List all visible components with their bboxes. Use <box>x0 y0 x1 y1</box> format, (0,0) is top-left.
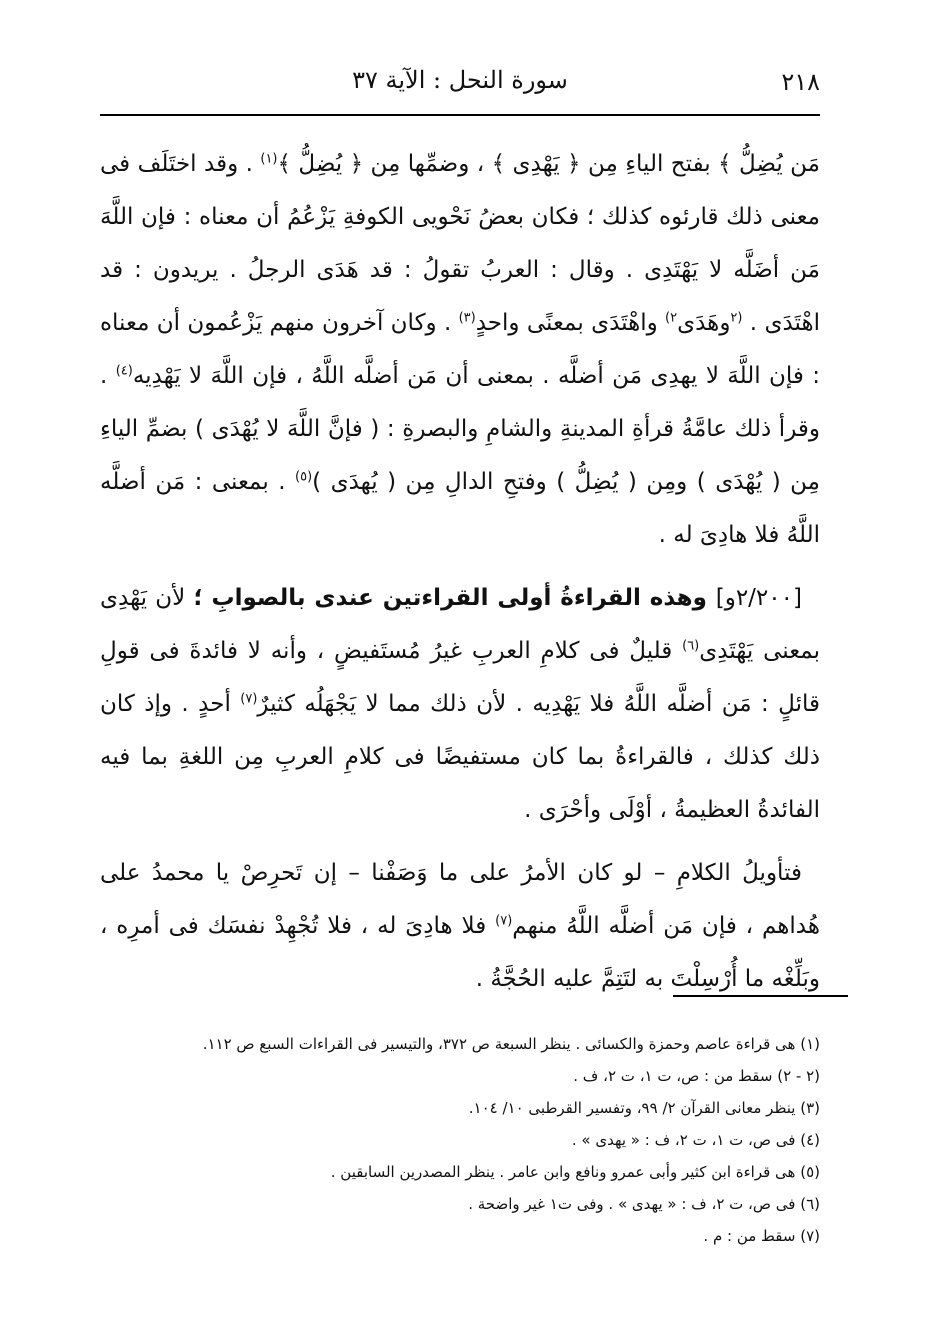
paragraph-3 <box>100 847 820 1006</box>
footnote-item: (٦) فى ص، ت ٢، ف : « يهدى » . وفى ت١ غير واضحة . <box>468 1195 820 1213</box>
footnote-item: (٧) سقط من : م . <box>703 1227 820 1245</box>
footnote-marker: (٢ <box>730 310 743 326</box>
text-span: لأن يَهْدِى بمعنى يَهْتَدِى <box>100 585 821 664</box>
footnote-marker: (٧) <box>240 691 258 707</box>
text-span: مَن يُضِلُّ ﴾ بفتح الياءِ مِن ﴿ يَهْدِى ﴾ ، وضمِّها مِن ﴿ يُضِلُّ ﴾ <box>277 151 820 177</box>
page-number: ٢١٨ <box>781 68 820 96</box>
footnote-item: (٥) هى قراءة ابن كثير وأبى عمرو ونافع وابن عامر . ينظر المصدرين السابقين . <box>330 1163 820 1181</box>
text-span: قليلٌ فى كلامِ العربِ غيرُ مُستَفيضٍ ، وأنه لا فائدةَ فى قولِ قائلٍ : مَن أضلَّه اللَّهُ فلا يَهْدِيه . لأن ذلك مما لا يَجْهَلُه كثيرٌ <box>100 638 820 717</box>
footnote-marker: ٢) <box>665 310 678 326</box>
footnote-marker: (٤) <box>115 363 133 379</box>
footnote-item: (١) هى قراءة عاصم وحمزة والكسائى . ينظر السبعة ص ٣٧٢، والتيسير فى القراءات السبع ص ١١٢. <box>202 1035 820 1053</box>
text-span: وهَدَى <box>677 310 731 336</box>
footnote-item: (٣) ينظر معانى القرآن ٢/ ٩٩، وتفسير القرطبى ١٠/ ١٠٤. <box>468 1099 820 1117</box>
header-rule <box>100 114 820 116</box>
footnote-marker: (٥) <box>295 469 313 485</box>
footnote-item: (٤) فى ص، ت ١، ت ٢، ف : « يهدى » . <box>571 1131 820 1149</box>
text-span: فلا هادِىَ له ، فلا تُجْهِدْ نفسَك فى أمرِه ، وبَلِّغْه ما أُرْسِلْتَ به لتَتِمَّ عليه الحُجَّةُ . <box>100 913 820 992</box>
text-span: . بمعنى : مَن أضلَّه اللَّهُ فلا هادِىَ له . <box>100 469 820 548</box>
text-span: أحدٍ . وإذ كان ذلك كذلك ، فالقراءةُ بما كان مستفيضًا فى كلامِ العربِ مِن اللغةِ بما فيه الفائدةُ العظيمةُ ، أوْلَى وأحْرَى . <box>100 691 820 823</box>
footnote-rule <box>673 995 848 997</box>
paragraph-1 <box>100 138 820 562</box>
text-span: . وقد اختَلَف فى معنى ذلك قارئوه كذلك ؛ فكان بعضُ نَحْويى الكوفةِ يَزْعُمُ أن معناه : فإن اللَّهَ مَن أضَلَّه لا يَهْتَدِى . وقال : العربُ تقولُ : قد هَدَى الرجلُ . يريدون : قد اهْتَدَى . <box>100 151 820 336</box>
footnote-marker: (٧) <box>495 913 513 929</box>
text-span: واهْتَدَى بمعنًى واحدٍ <box>475 310 666 336</box>
running-title: سورة النحل : الآية ٣٧ <box>352 66 568 94</box>
bold-statement: وهذه القراءةُ أولى القراءتين عندى بالصوابِ ؛ <box>193 585 716 611</box>
footnotes <box>100 1028 820 1252</box>
footnote-marker: (٦) <box>682 638 700 654</box>
manuscript-ref: [٢/٢٠٠و] <box>715 585 802 611</box>
text-span: . وقرأ ذلك عامَّةُ قرأةِ المدينةِ والشامِ والبصرةِ : ( فإنَّ اللَّهَ لا يُهْدَى ) بضمِّ الياءِ مِن ( يُهْدَى ) ومِن ( يُضِلُّ ) وفتحِ الدالِ مِن ( يُهدَى ) <box>100 363 821 495</box>
footnote-item: (٢ - ٢) سقط من : ص، ت ١، ت ٢، ف . <box>573 1067 820 1085</box>
text-span: فتأويلُ الكلامِ – لو كان الأمرُ على ما وَصَفْنا – إن تَحرِصْ يا محمدُ على هُداهم ، فإن مَن أضلَّه اللَّهُ منهم <box>100 860 820 939</box>
footnote-marker: (٣) <box>458 310 476 326</box>
paragraph-2 <box>100 572 820 837</box>
footnote-marker: (١) <box>260 151 278 167</box>
page-header <box>100 60 820 116</box>
main-text <box>100 138 820 1006</box>
text-span: . وكان آخرون منهم يَزْعُمون أن معناه : فإن اللَّهَ لا يهدِى مَن أضلَّه . بمعنى أن مَن أضلَّه اللَّهُ ، فإن اللَّهَ لا يَهْدِيه <box>100 310 821 389</box>
